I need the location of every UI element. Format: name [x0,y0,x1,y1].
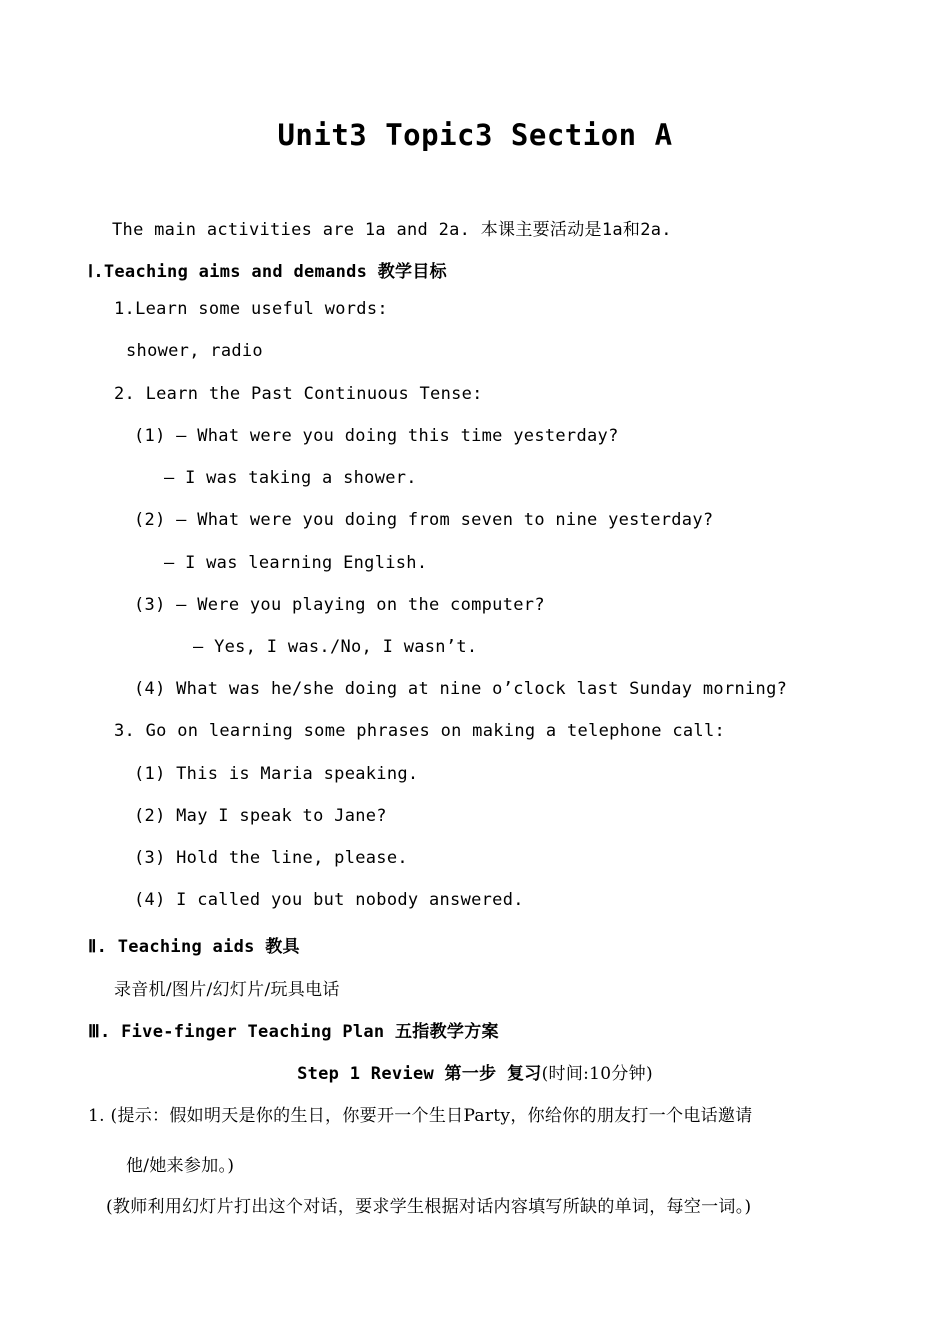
section-2-heading: Ⅱ. Teaching aids 教具 [88,937,300,957]
step-1-time: (时间:10分钟) [541,1064,653,1084]
aim-1-text: 1.Learn some useful words: [114,299,388,319]
section-1-heading: Ⅰ.Teaching aims and demands 教学目标 [88,262,447,282]
aim-2-text: 2. Learn the Past Continuous Tense: [114,384,483,404]
review-item-1-line-1: 1. (提示：假如明天是你的生日，你要开一个生日Party，你给你的朋友打一个电话邀请 [88,1106,753,1126]
aim-2-sentence-2-question: (2) — What were you doing from seven to nine yesterday? [134,510,714,530]
aim-2-sentence-1-answer: — I was taking a shower. [164,468,417,488]
step-1-label: Step 1 Review 第一步 复习 [297,1064,542,1084]
document-title: Unit3 Topic3 Section A [277,118,673,152]
teaching-aids-list: 录音机/图片/幻灯片/玩具电话 [114,980,340,1000]
aim-2-sentence-1-question: (1) — What were you doing this time yesterday? [134,426,619,446]
aim-2-sentence-4-question: (4) What was he/she doing at nine o’clock last Sunday morning? [134,679,788,699]
aim-2-sentence-3-question: (3) — Were you playing on the computer? [134,595,545,615]
aim-3-phrase-2: (2) May I speak to Jane? [134,806,387,826]
review-item-1-line-2: 他/她来参加。) [126,1156,235,1176]
section-3-heading: Ⅲ. Five-finger Teaching Plan 五指教学方案 [88,1022,499,1042]
aim-1-words: shower, radio [126,341,263,361]
step-1-heading [0,1059,950,1084]
aim-3-text: 3. Go on learning some phrases on making a telephone call: [114,721,726,741]
aim-2-sentence-2-answer: — I was learning English. [164,553,428,573]
aim-3-phrase-3: (3) Hold the line, please. [134,848,408,868]
teacher-note: (教师利用幻灯片打出这个对话，要求学生根据对话内容填写所缺的单词，每空一词。) [106,1197,752,1217]
aim-2-sentence-3-answer: — Yes, I was./No, I wasn’t. [193,637,478,657]
aim-3-phrase-1: (1) This is Maria speaking. [134,764,419,784]
intro-text: The main activities are 1a and 2a. 本课主要活动是1a和2a. [112,220,672,240]
aim-3-phrase-4: (4) I called you but nobody answered. [134,890,524,910]
